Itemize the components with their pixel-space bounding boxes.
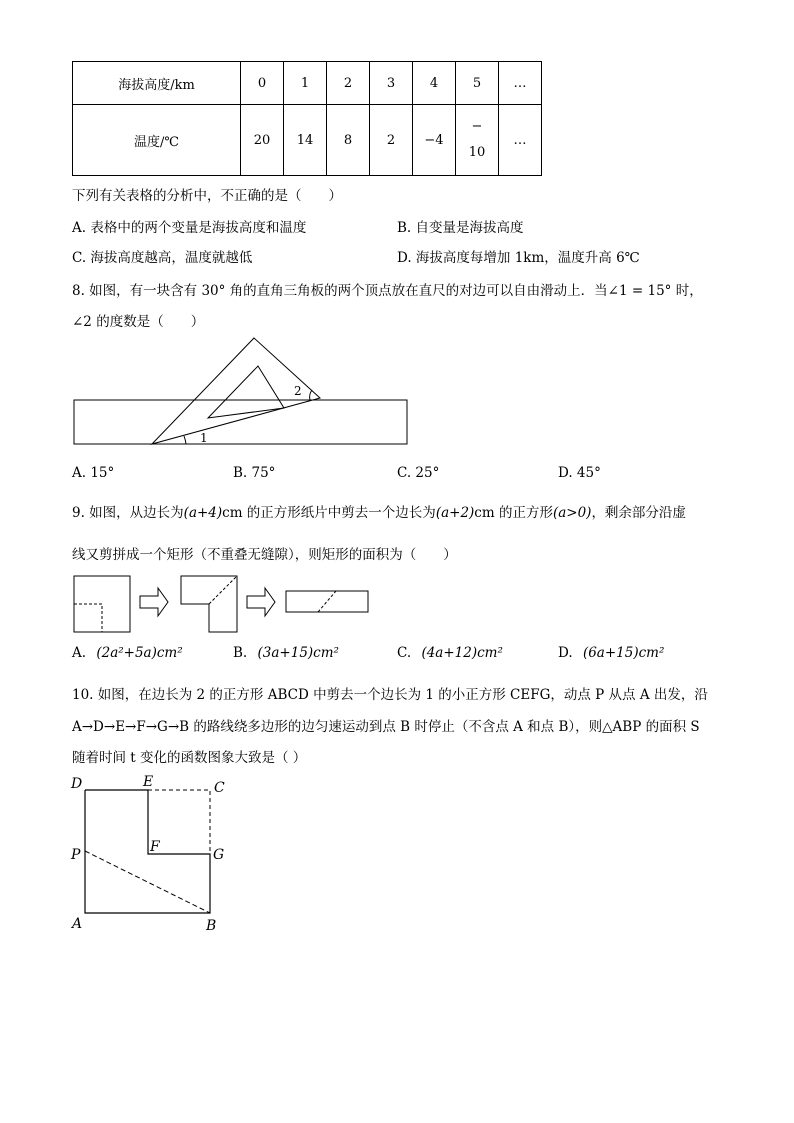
q9-option-c-expr: (4a+12)cm²: [421, 645, 503, 661]
q8-stem-line2: ∠2 的度数是（ ）: [72, 314, 205, 330]
table-cell: −4: [413, 105, 456, 176]
vertex-a-label: A: [72, 916, 83, 932]
table-cell: 8: [327, 105, 370, 176]
q10-stem-line1: 10. 如图，在边长为 2 的正方形 ABCD 中剪去一个边长为 1 的小正方形 CEFG，动点 P 从点 A 出发，沿: [72, 687, 708, 703]
angle-2-label: 2: [294, 384, 302, 398]
table-cell: …: [499, 62, 542, 105]
angle-1-label: 1: [200, 431, 208, 445]
vertex-e-label: E: [143, 774, 154, 790]
table-cell: …: [499, 105, 542, 176]
altitude-temperature-table: [72, 61, 542, 176]
q9-option-d: [558, 645, 664, 661]
q9-text: 9. 如图，从边长为: [72, 505, 184, 521]
q8-option-b: B. 75°: [233, 465, 276, 481]
rectangle-cut-dashed: [318, 591, 336, 612]
q9-option-a-label: A.: [72, 645, 87, 661]
table-row: [73, 62, 542, 105]
q10-stem-line3: 随着时间 t 变化的函数图象大致是（ ）: [72, 750, 307, 766]
table-cell-top: −: [471, 119, 483, 134]
q7-stem: 下列有关表格的分析中，不正确的是（ ）: [72, 188, 342, 204]
arrow-right-icon: [140, 588, 168, 616]
q7-option-d: D. 海拔高度每增加 1km，温度升高 6℃: [397, 250, 640, 266]
table-cell: [456, 105, 499, 176]
q9-expr-a-positive: (a>0): [552, 505, 592, 521]
q7-option-c: C. 海拔高度越高，温度就越低: [72, 250, 253, 266]
q9-option-d-expr: (6a+15)cm²: [582, 645, 665, 661]
table-cell: 1: [284, 62, 327, 105]
q7-option-a: A. 表格中的两个变量是海拔高度和温度: [72, 220, 307, 236]
vertex-f-label: F: [150, 839, 160, 855]
table-cell: 2: [327, 62, 370, 105]
table-cell: 2: [370, 105, 413, 176]
cut-square-dashed: [74, 604, 102, 632]
q8-figure: [70, 336, 415, 448]
vertex-g-label: G: [213, 847, 225, 863]
q8-option-c: C. 25°: [397, 465, 440, 481]
table-cell: 温度/℃: [73, 105, 241, 176]
q8-option-d: D. 45°: [558, 465, 601, 481]
q8-option-a: A. 15°: [72, 465, 115, 481]
q9-text: ，剩余部分沿虚: [591, 505, 686, 521]
vertex-c-label: C: [214, 780, 225, 796]
table-cell: 3: [370, 62, 413, 105]
arrow-right-icon: [247, 588, 275, 616]
q9-option-a: [72, 645, 183, 661]
q9-expr-a-plus-2: (a+2): [435, 505, 475, 521]
q9-option-b: [233, 645, 339, 661]
vertex-b-label: B: [206, 918, 217, 934]
q9-option-c: [397, 645, 503, 661]
q9-text: cm 的正方形: [474, 505, 553, 521]
q9-option-b-label: B.: [233, 645, 248, 661]
point-p-label: P: [71, 847, 81, 863]
polygon-outline: [85, 790, 210, 913]
segment-pb-dashed: [85, 851, 210, 913]
q9-text: cm 的正方形纸片中剪去一个边长为: [222, 505, 436, 521]
q9-expr-a-plus-4: (a+4): [183, 505, 223, 521]
rectangle-result: [286, 591, 368, 612]
q9-stem-line1: [72, 501, 686, 521]
q8-stem-line1: 8. 如图，有一块含有 30° 角的直角三角板的两个顶点放在直尺的对边可以自由滑动上．当∠1 = 15° 时，: [72, 283, 703, 299]
l-shape-cut-dashed: [209, 576, 237, 604]
table-cell-bottom: 10: [468, 145, 486, 160]
q9-option-b-expr: (3a+15)cm²: [257, 645, 339, 661]
table-cell: 0: [241, 62, 284, 105]
q9-option-a-expr: (2a²+5a)cm²: [96, 645, 183, 661]
table-cell: 5: [456, 62, 499, 105]
q7-option-b: B. 自变量是海拔高度: [397, 220, 524, 236]
angle-2-arc: [310, 390, 312, 400]
angle-1-arc: [184, 436, 186, 444]
q10-stem-line2: A→D→E→F→G→B 的路线绕多边形的边匀速运动到点 B 时停止（不含点 A 和点 B），则△ABP 的面积 S: [72, 719, 700, 735]
table-cell: 14: [284, 105, 327, 176]
table-row: [73, 105, 542, 176]
ruler: [74, 400, 407, 444]
table-cell: 4: [413, 62, 456, 105]
table-cell: 20: [241, 105, 284, 176]
table-cell: 海拔高度/km: [73, 62, 241, 105]
q9-option-c-label: C.: [397, 645, 412, 661]
q9-option-d-label: D.: [558, 645, 573, 661]
q9-stem-line2: 线又剪拼成一个矩形（不重叠无缝隙），则矩形的面积为（ ）: [72, 547, 457, 563]
q10-figure: [66, 774, 236, 934]
q9-figure: [70, 572, 375, 634]
vertex-d-label: D: [71, 776, 83, 792]
